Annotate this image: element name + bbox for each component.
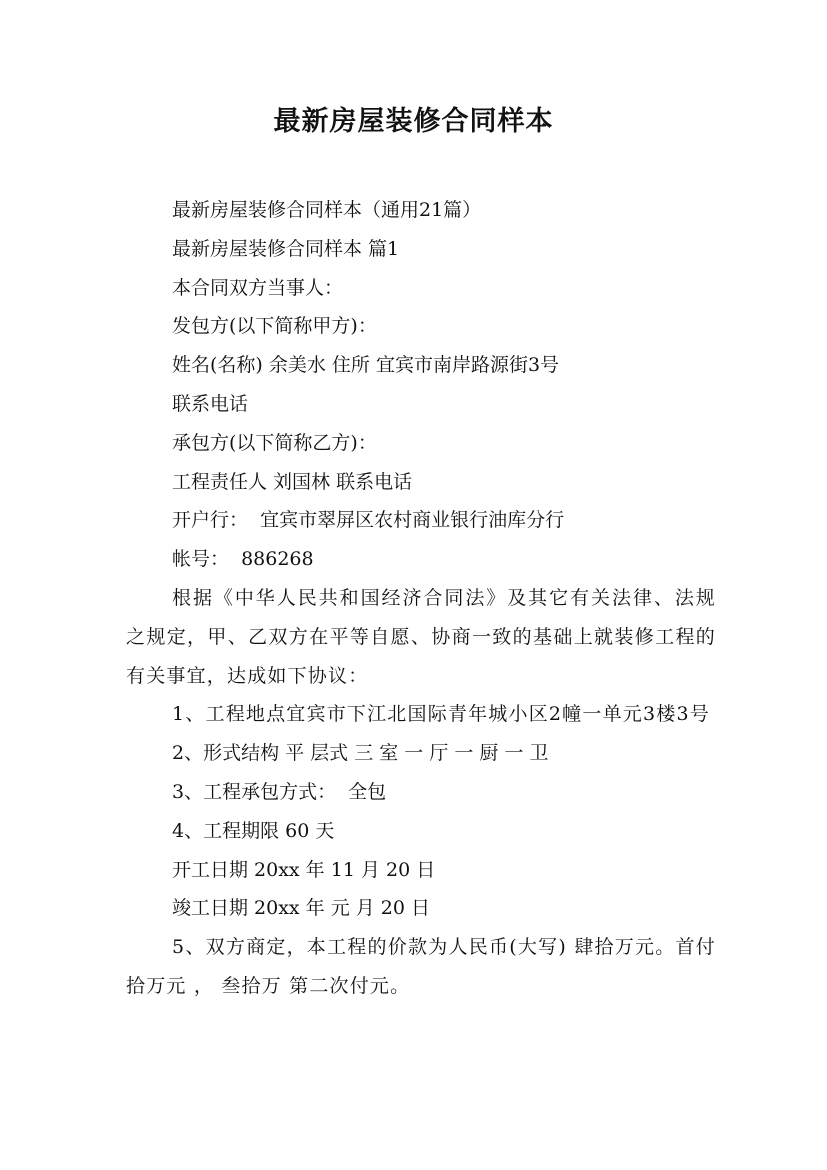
party-a-phone: 联系电话: [172, 392, 249, 415]
section-heading: 最新房屋装修合同样本 篇1: [172, 237, 400, 260]
document-body: [126, 191, 716, 1006]
party-a-heading: 发包方(以下简称甲方)：: [172, 315, 377, 338]
clause-2: 2、形式结构 平 层式 三 室 一 厅 一 厨 一 卫: [172, 742, 549, 765]
clause-5: 5、双方商定，本工程的价款为人民币(大写) 肆拾万元。首付 拾万元 ， 叁拾万 第二次付元。: [126, 936, 716, 997]
party-a-name-address: 姓名(名称) 余美水 住所 宜宾市南岸路源街3号: [172, 354, 560, 377]
clause-1: 1、工程地点宜宾市下江北国际青年城小区2幢一单元3楼3号: [172, 703, 710, 726]
party-b-heading: 承包方(以下简称乙方)：: [172, 431, 377, 454]
bank-line: 开户行： 宜宾市翠屏区农村商业银行油库分行: [172, 509, 565, 532]
account-line: 帐号： 886268: [172, 548, 314, 571]
subtitle-line: 最新房屋装修合同样本（通用21篇）: [172, 199, 482, 221]
clause-3: 3、工程承包方式： 全包: [172, 780, 387, 803]
parties-heading: 本合同双方当事人：: [172, 276, 344, 299]
clause-4: 4、工程期限 60 天: [172, 819, 335, 842]
start-date-line: 开工日期 20xx 年 11 月 20 日: [172, 858, 436, 881]
end-date-line: 竣工日期 20xx 年 元 月 20 日: [172, 897, 431, 920]
document-title: 最新房屋装修合同样本: [273, 106, 554, 137]
law-paragraph: 根据《中华人民共和国经济合同法》及其它有关法律、法规之规定，甲、乙双方在平等自愿、协商一致的基础上就装修工程的有关事宜，达成如下协议：: [126, 586, 716, 687]
party-b-responsible: 工程责任人 刘国林 联系电话: [172, 470, 413, 493]
